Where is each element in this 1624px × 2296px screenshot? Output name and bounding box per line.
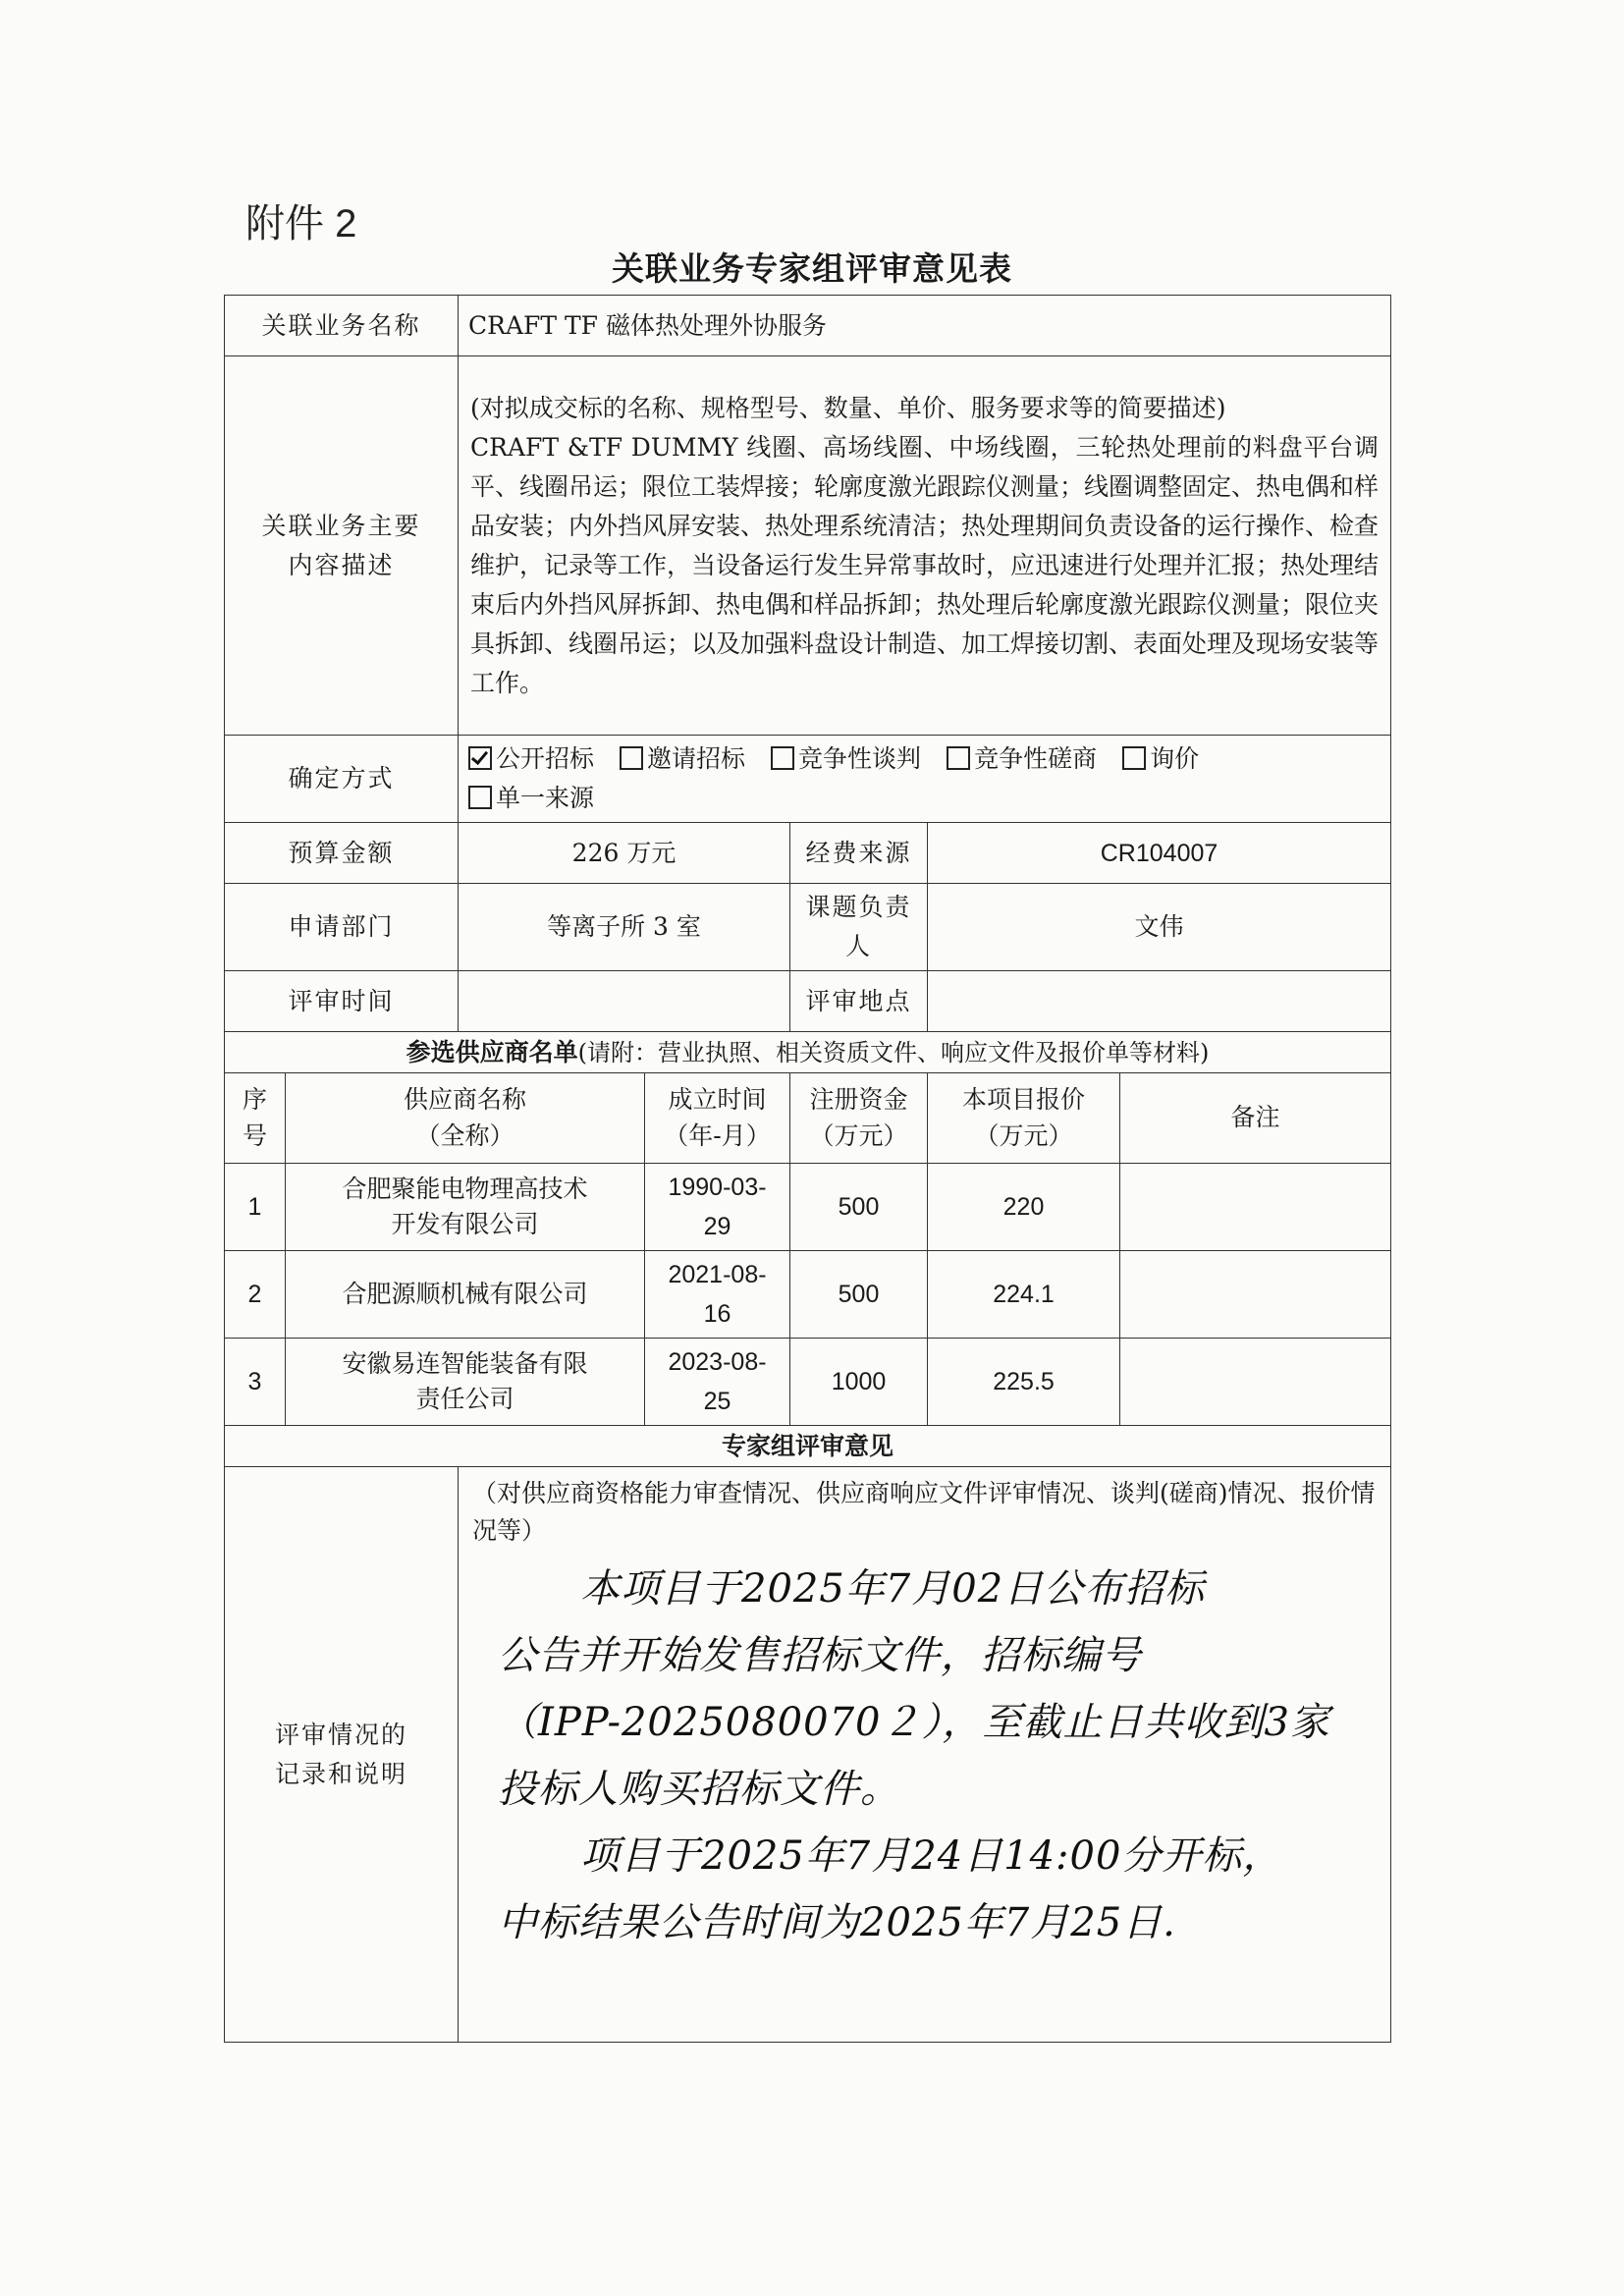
business-name-value: CRAFT TF 磁体热处理外协服务 [459,296,1391,356]
suppliers-section-title: 参选供应商名单 [406,1037,578,1066]
business-name-label: 关联业务名称 [225,296,459,356]
checkbox-icon[interactable] [1122,746,1146,770]
opinion-row [225,1467,1391,2043]
supplier-capital: 500 [790,1251,928,1339]
supplier-quote: 224.1 [928,1251,1120,1339]
suppliers-section-header [225,1032,1391,1073]
supplier-remark [1120,1251,1391,1339]
budget-row [225,823,1391,884]
opinion-section-title: 专家组评审意见 [225,1426,1391,1467]
business-desc-label-line1: 关联业务主要 [261,511,421,540]
fund-source-value: CR104007 [928,823,1391,884]
handwritten-line: 项目于2025年7月24日14:00分开标， [580,1833,1283,1879]
opinion-label-line2: 记录和说明 [275,1759,408,1788]
supplier-remark [1120,1339,1391,1426]
supplier-capital: 500 [790,1164,928,1251]
budget-value: 226 万元 [459,823,790,884]
header-founded: 成立时间 （年-月） [645,1073,790,1164]
supplier-quote: 220 [928,1164,1120,1251]
supplier-row [225,1339,1391,1426]
review-time-label: 评审时间 [225,971,459,1032]
handwritten-line: 公告并开始发售招标文件，招标编号 [498,1633,1143,1678]
supplier-seq: 2 [225,1251,286,1339]
method-options [459,736,1391,823]
handwritten-line: 中标结果公告时间为2025年7月25日. [498,1900,1176,1945]
review-place-label: 评审地点 [790,971,928,1032]
handwritten-line: 本项目于2025年7月02日公布招标 [580,1566,1206,1612]
checkbox-icon[interactable] [771,746,794,770]
supplier-capital: 1000 [790,1339,928,1426]
method-option-competitive-consultation[interactable]: 竞争性磋商 [947,739,1097,779]
supplier-table-header [225,1073,1391,1164]
supplier-seq: 1 [225,1164,286,1251]
business-desc-content [459,356,1391,736]
department-value: 等离子所 3 室 [459,884,790,971]
opinion-content [459,1467,1391,2043]
business-desc-text: CRAFT &TF DUMMY 线圈、高场线圈、中场线圈，三轮热处理前的料盘平台调平、线圈吊运；限位工装焊接；轮廓度激光跟踪仪测量；线圈调整固定、热电偶和样品安装；内外挡风屏安装、热处理系统清洁；热处理期间负责设备的运行操作、检查维护，记录等工作，当设备运行发生异常事故时，应迅速进行处理并汇报；热处理结束后内外挡风屏拆卸、热电偶和样品拆卸；热处理后轮廓度激光跟踪仪测量；限位夹具拆卸、线圈吊运；以及加强料盘设计制造、加工焊接切割、表面处理及现场安装等工作。 [470,432,1380,697]
method-option-open-tender[interactable]: 公开招标 [468,739,594,779]
supplier-name: 安徽易连智能装备有限 责任公司 [286,1339,645,1426]
opinion-label-line1: 评审情况的 [275,1720,408,1749]
fund-source-label: 经费来源 [790,823,928,884]
business-desc-label-line2: 内容描述 [288,550,395,579]
supplier-founded: 1990-03-29 [645,1164,790,1251]
method-option-competitive-negotiation[interactable]: 竞争性谈判 [771,739,921,779]
header-seq: 序 号 [225,1073,286,1164]
header-name: 供应商名称 （全称） [286,1073,645,1164]
checkbox-icon[interactable] [620,746,643,770]
budget-label: 预算金额 [225,823,459,884]
department-label: 申请部门 [225,884,459,971]
opinion-section-row [225,1426,1391,1467]
suppliers-section-note: (请附：营业执照、相关资质文件、响应文件及报价单等材料) [577,1038,1210,1066]
supplier-row [225,1164,1391,1251]
opinion-hint: （对供应商资格能力审查情况、供应商响应文件评审情况、谈判(磋商)情况、报价情况等） [472,1479,1376,1545]
checked-checkbox-icon[interactable] [468,746,492,770]
handwritten-opinion [459,1550,1390,1956]
department-row [225,884,1391,971]
method-option-inquiry[interactable]: 询价 [1122,739,1199,779]
supplier-founded: 2023-08-25 [645,1339,790,1426]
business-desc-hint: (对拟成交标的名称、规格型号、数量、单价、服务要求等的简要描述) [470,393,1226,422]
header-quote: 本项目报价 （万元） [928,1073,1120,1164]
header-remark: 备注 [1120,1073,1391,1164]
method-option-invited-tender[interactable]: 邀请招标 [620,739,745,779]
business-desc-label [225,356,459,736]
supplier-seq: 3 [225,1339,286,1426]
supplier-name: 合肥源顺机械有限公司 [286,1251,645,1339]
review-form-table [224,295,1391,2043]
supplier-founded: 2021-08-16 [645,1251,790,1339]
opinion-label [225,1467,459,2043]
handwritten-line: 投标人购买招标文件。 [498,1767,901,1812]
project-lead-value: 文伟 [928,884,1391,971]
business-desc-row [225,356,1391,736]
supplier-remark [1120,1164,1391,1251]
supplier-name: 合肥聚能电物理高技术 开发有限公司 [286,1164,645,1251]
project-lead-label: 课题负责人 [790,884,928,971]
method-label: 确定方式 [225,736,459,823]
checkbox-icon[interactable] [947,746,970,770]
document-title: 关联业务专家组评审意见表 [612,249,1012,288]
suppliers-section-row [225,1032,1391,1073]
attachment-label: 附件 2 [245,202,357,246]
review-time-row [225,971,1391,1032]
review-place-value [928,971,1391,1032]
handwritten-line: （IPP-2025080070２），至截止日共收到3家 [498,1700,1330,1745]
method-option-single-source[interactable]: 单一来源 [468,779,594,818]
method-row [225,736,1391,823]
business-name-row [225,296,1391,356]
supplier-row [225,1251,1391,1339]
review-time-value [459,971,790,1032]
supplier-quote: 225.5 [928,1339,1120,1426]
checkbox-icon[interactable] [468,786,492,809]
header-capital: 注册资金 （万元） [790,1073,928,1164]
